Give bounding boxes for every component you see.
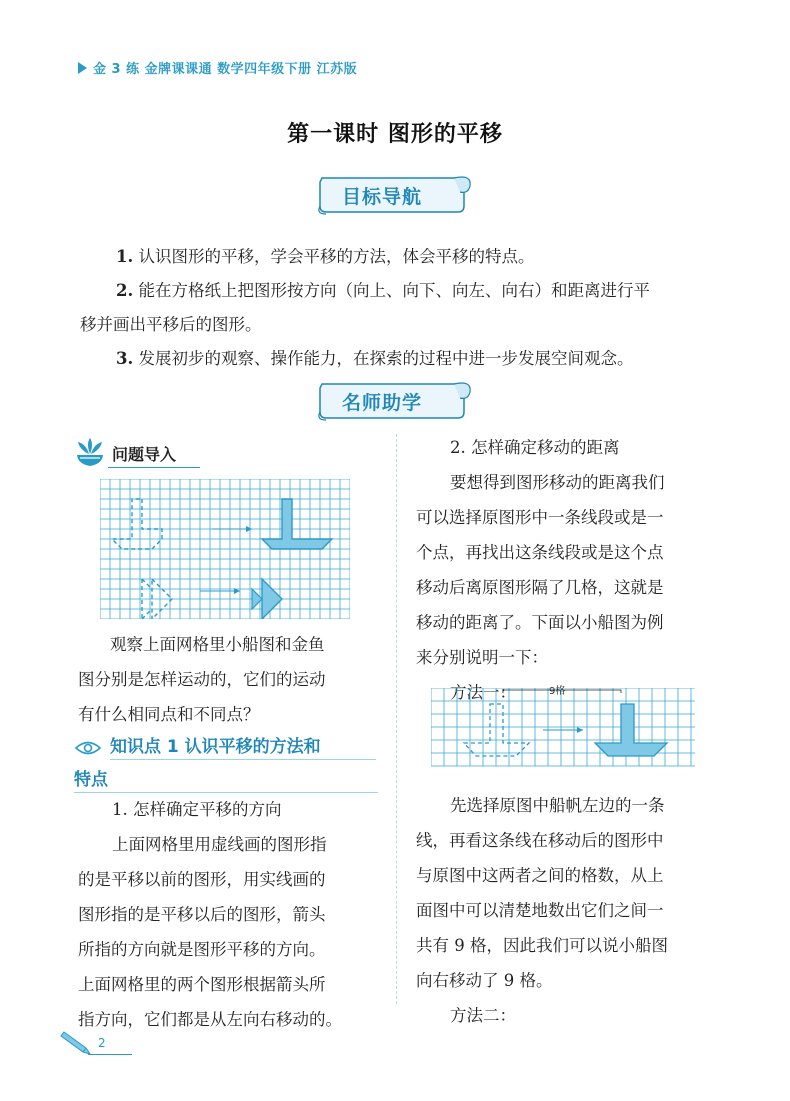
triangle-icon (78, 62, 87, 74)
header-text: 金 3 练 金牌课课通 数学四年级下册 江苏版 (93, 62, 358, 77)
pencil-icon (60, 1028, 100, 1056)
goal-banner-label: 目标导航 (342, 186, 423, 208)
subheading-direction: 1. 怎样确定平移的方向 (112, 800, 282, 819)
text-line: 移动后离原图形隔了几格，这就是 (416, 578, 664, 597)
text-line: 观察上面网格里小船图和金鱼 (110, 635, 325, 654)
page-title: 第一课时 图形的平移 (287, 121, 503, 147)
text-line: 上面网格里的两个图形根据箭头所 (78, 975, 326, 994)
text-line: 图形指的是平移以后的图形，箭头 (78, 905, 326, 924)
kp-title-line1: 知识点 1 认识平移的方法和 (110, 732, 376, 760)
method-two-label: 方法二： (450, 1006, 516, 1025)
goal-item (80, 274, 720, 308)
arrow-head-icon (246, 526, 252, 532)
kp-title-line2: 特点 (74, 765, 378, 793)
direction-section (78, 792, 388, 1037)
heading-underline (108, 467, 200, 468)
text-line: 有什么相同点和不同点？ (78, 705, 260, 724)
goal-num: 3. (116, 349, 134, 368)
text-line: 面图中可以清楚地数出它们之间一 (416, 901, 664, 920)
goal-text: 移并画出平移后的图形。 (80, 315, 262, 334)
running-header (78, 58, 357, 77)
goal-text: 能在方格纸上把图形按方向（向上、向下、向左、向右）和距离进行平 (138, 281, 650, 300)
observe-paragraph (78, 627, 388, 732)
arrow-head-icon (577, 727, 583, 733)
goal-text: 发展初步的观察、操作能力，在探索的过程中进一步发展空间观念。 (138, 349, 634, 368)
plant-bowl-icon (74, 436, 106, 468)
goal-item (80, 240, 720, 274)
text-line: 共有 9 格，因此我们可以说小船图 (416, 936, 668, 955)
intro-heading (74, 436, 198, 470)
text-line: 指方向，它们都是从左向右移动的。 (78, 1010, 342, 1029)
column-divider (396, 434, 397, 1004)
text-line: 移动的距离了。下面以小船图为例 (416, 613, 664, 632)
text-line: 先选择原图中船帆左边的一条 (450, 796, 665, 815)
distance-bracket (503, 690, 621, 693)
method-one-explanation (416, 788, 726, 1033)
footer-line (88, 1054, 132, 1055)
text-line: 的是平移以前的图形，用实线画的 (78, 870, 326, 889)
text-line: 要想得到图形移动的距离我们 (450, 473, 665, 492)
boat-distance-figure (431, 684, 697, 778)
teacher-banner (314, 378, 474, 422)
method-one-label: 方法一： (450, 683, 516, 702)
text-line: 上面网格里用虚线画的图形指 (112, 835, 327, 854)
text-line: 可以选择原图形中一条线段或是一 (416, 508, 664, 527)
page-footer (60, 1028, 140, 1058)
moved-boat (262, 499, 332, 549)
intro-heading-label: 问题导入 (112, 445, 177, 464)
subheading-distance: 2. 怎样确定移动的距离 (450, 438, 620, 457)
text-line: 线，再看这条线在移动后的图形中 (416, 831, 664, 850)
eye-icon (74, 739, 102, 757)
moved-boat (595, 704, 667, 756)
text-line: 个点，再找出这条线段或是这个点 (416, 543, 664, 562)
text-line: 所指的方向就是图形平移的方向。 (78, 940, 326, 959)
distance-section (416, 430, 726, 710)
goal-banner (314, 172, 474, 216)
goal-num: 2. (116, 281, 134, 300)
boat-grid (431, 688, 697, 778)
goal-item-continued (80, 308, 720, 342)
moved-fish (262, 579, 282, 619)
text-line: 向右移动了 9 格。 (416, 971, 553, 990)
text-line: 图分别是怎样运动的，它们的运动 (78, 670, 326, 689)
goal-text: 认识图形的平移，学会平移的方法，体会平移的特点。 (138, 247, 535, 266)
boat-fish-grid (100, 479, 350, 619)
goal-item (80, 342, 720, 376)
text-line: 与原图中这两者之间的格数，从上 (416, 866, 664, 885)
goal-num: 1. (116, 247, 134, 266)
distance-label: 9格 (549, 686, 566, 697)
fish-tail (252, 589, 262, 609)
original-boat-outline (112, 499, 162, 549)
teacher-banner-label: 名师助学 (342, 392, 423, 414)
goal-list (80, 240, 720, 376)
text-line: 来分别说明一下： (416, 648, 548, 667)
original-boat-outline (464, 704, 529, 756)
page-number: 2 (98, 1036, 106, 1050)
